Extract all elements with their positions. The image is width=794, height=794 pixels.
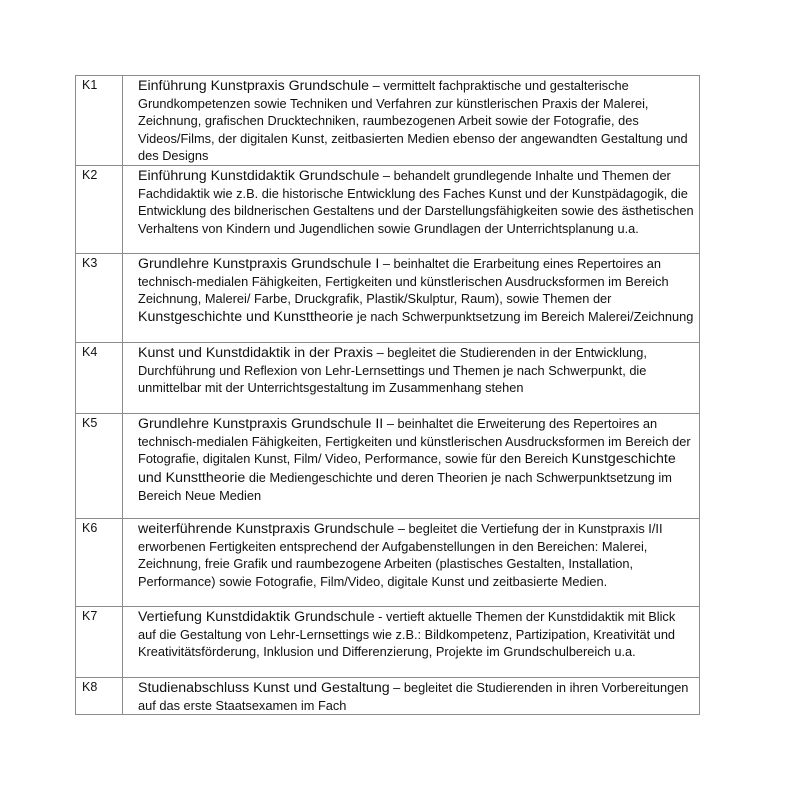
- module-description: [123, 166, 700, 254]
- module-text-continued: je nach Schwerpunktsetzung im Bereich Malerei/Zeichnung: [353, 308, 694, 324]
- module-text: – behandelt grundlegende Inhalte und Themen der Fachdidaktik wie z.B. die historische Entwicklung des Faches Kunst und der Kunstpädagogik, die Entwicklung des bildnerischen Gestaltens und der Darstellungsfähigkeiten sowie des ästhetischen Verhaltens von Kindern und Jugendlichen sowie Grundlagen der Unterrichtsplanung u.a.: [138, 168, 694, 236]
- module-text: – begleitet die Vertiefung der in Kunstpraxis I/II erworbenen Fertigkeiten entsprechend der Aufgabenstellungen in den Bereichen: Malerei, Zeichnung, freie Grafik und raumbezogene Arbeiten (plastisches Gestalten, Installation, Performance) sowie Fotografie, Film/Video, digitale Kunst und zeitbasierte Medien.: [138, 521, 663, 589]
- module-text: – beinhaltet die Erweiterung des Repertoires an technisch-medialen Fähigkeiten, Fertigkeiten und künstlerischen Ausdrucksformen im Bereich der Fotografie, digitalen Kunst, Film/ Video, Performance, sowie für den Bereich: [138, 416, 691, 467]
- table-row: [76, 678, 700, 715]
- table-row: [76, 343, 700, 414]
- module-text: - vertieft aktuelle Themen der Kunstdidaktik mit Blick auf die Gestaltung von Lehr-Lernsettings wie z.B.: Bildkompetenz, Partizipation, Kreativität und Kreativitätsförderung, Inklusion und Differenzierung, Projekte im Grundschulbereich u.a.: [138, 609, 676, 660]
- module-description: [123, 607, 700, 678]
- module-description: [123, 414, 700, 519]
- table-row: [76, 607, 700, 678]
- table-row: [76, 414, 700, 519]
- module-description: [123, 678, 700, 715]
- module-description: [123, 343, 700, 414]
- module-text-continued: die Mediengeschichte und deren Theorien je nach Schwerpunktsetzung im Bereich Neue Medien: [138, 469, 672, 503]
- table-row: [76, 76, 700, 166]
- table-row: [76, 519, 700, 607]
- module-emphasis: Kunstgeschichte und Kunsttheorie: [138, 308, 354, 325]
- module-title: Einführung Kunstdidaktik Grundschule: [138, 168, 380, 184]
- module-emphasis: Kunstgeschichte und Kunsttheorie: [138, 451, 676, 486]
- table-row: [76, 254, 700, 343]
- module-description: [123, 254, 700, 343]
- module-description: [123, 519, 700, 607]
- module-code: K1: [76, 76, 123, 166]
- module-code: K5: [76, 414, 123, 519]
- module-code: K7: [76, 607, 123, 678]
- module-description: [123, 76, 700, 166]
- module-code: K8: [76, 678, 123, 715]
- module-text: – begleitet die Studierenden in der Entwicklung, Durchführung und Reflexion von Lehr-Lernsettings und Themen je nach Schwerpunkt, die unmittelbar mit der Unterrichtsgestaltung im Zusammenhang stehen: [138, 345, 647, 396]
- module-table: [75, 75, 700, 715]
- module-title: weiterführende Kunstpraxis Grundschule: [138, 521, 395, 537]
- module-text: – begleitet die Studierenden in ihren Vorbereitungen auf das erste Staatsexamen im Fach: [138, 680, 689, 714]
- module-title: Studienabschluss Kunst und Gestaltung: [138, 680, 390, 696]
- table-row: [76, 166, 700, 254]
- module-title: Grundlehre Kunstpraxis Grundschule II: [138, 416, 384, 432]
- module-text: – beinhaltet die Erarbeitung eines Repertoires an technisch-medialen Fähigkeiten, Fertigkeiten und künstlerischen Ausdrucksformen im Bereich Zeichnung, Malerei/ Farbe, Druckgrafik, Plastik/Skulptur, Raum), sowie Themen der: [138, 256, 669, 307]
- module-title: Einführung Kunstpraxis Grundschule: [138, 78, 370, 94]
- module-code: K4: [76, 343, 123, 414]
- module-title: Vertiefung Kunstdidaktik Grundschule: [138, 609, 375, 625]
- module-title: Kunst und Kunstdidaktik in der Praxis: [138, 345, 374, 361]
- module-code: K3: [76, 254, 123, 343]
- module-code: K6: [76, 519, 123, 607]
- module-text: – vermittelt fachpraktische und gestalterische Grundkompetenzen sowie Techniken und Verfahren zur künstlerischen Praxis der Malerei, Zeichnung, grafischen Drucktechniken, raumbezogenen Arbeit sowie der Fotografie, des Videos/Films, der digitalen Kunst, zeitbasierten Medien ebenso der angewandten Gestaltung und des Designs: [138, 78, 688, 163]
- module-title: Grundlehre Kunstpraxis Grundschule I: [138, 256, 380, 272]
- module-code: K2: [76, 166, 123, 254]
